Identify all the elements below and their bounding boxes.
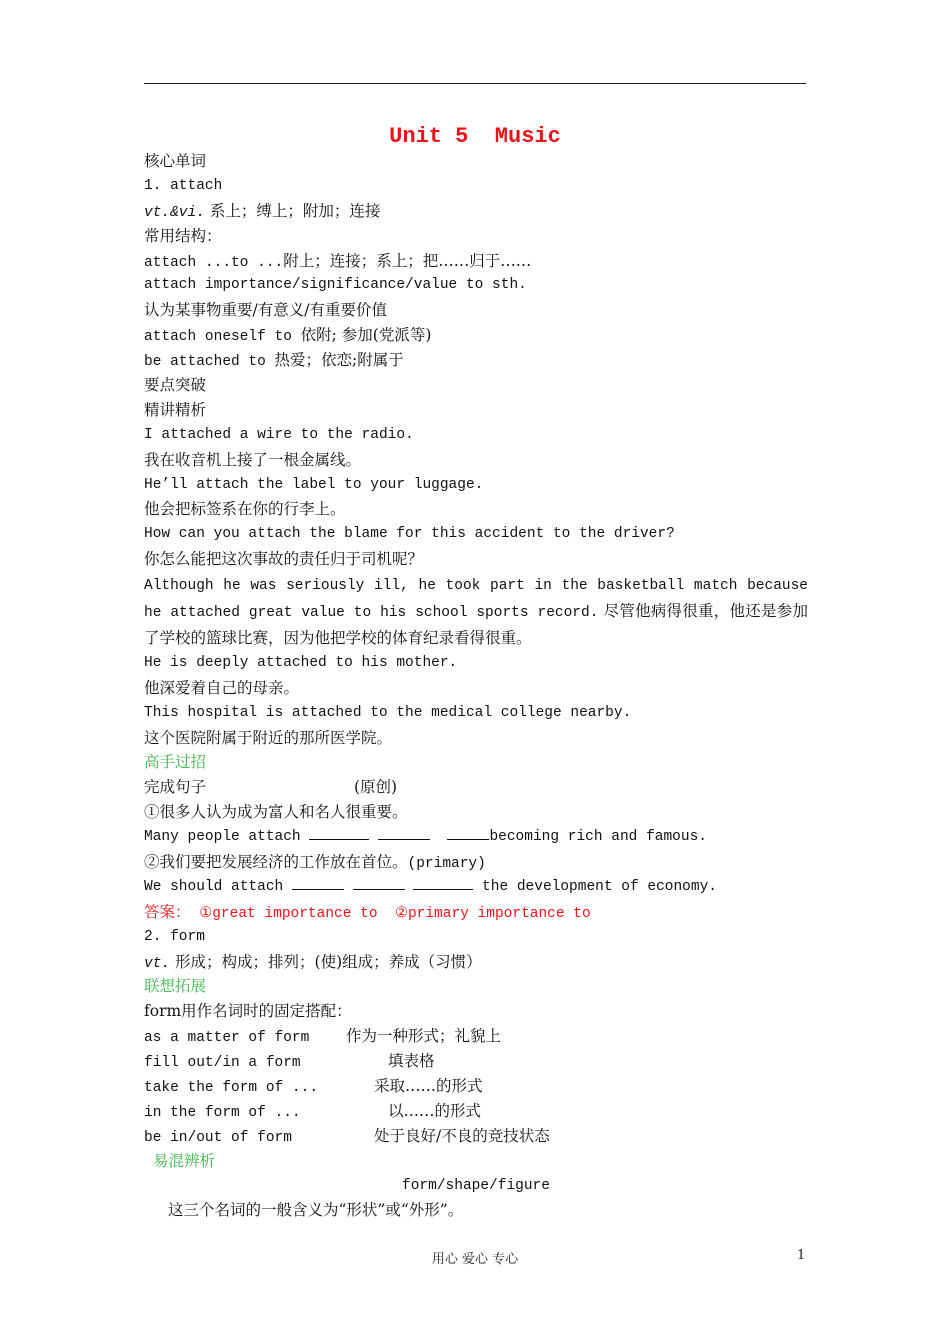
example-en: He is deeply attached to his mother. [144,654,458,671]
phrase-row [144,1099,808,1124]
word-heading: 1. attach [144,177,223,194]
question-zh-line [144,850,808,875]
phrase-en: in the form of ... [144,1104,301,1121]
phrase-row [144,1049,808,1074]
page-number: 1 [797,1248,806,1263]
answer-label: 答案： [144,902,191,921]
subheading: form用作名词时的固定搭配： [144,1002,352,1021]
exercise-title: 完成句子 [144,778,207,797]
definition: 系上；缚上；附加；连接 [204,201,381,220]
section-heading-green: 易混辨析 [153,1151,216,1170]
header-rule [144,83,806,84]
answer-blank [378,827,430,840]
section-heading: 要点突破 [144,376,207,395]
phrase-row [144,1124,808,1149]
structure-line [144,348,808,373]
answer-blank [447,827,489,840]
answer-blank [353,877,405,890]
phrase-row [144,1024,808,1049]
example-zh: 这个医院附属于附近的那所医学院。 [144,728,393,747]
structure-en: attach ...to ... [144,254,284,271]
phrase-en: take the form of ... [144,1080,319,1096]
definition-line [144,199,808,224]
part-of-speech: vt.&vi. [144,204,205,221]
structure-en: attach importance/significance/value to sth. [144,277,527,294]
example-en: This hospital is attached to the medical college nearby. [144,704,632,721]
example-zh: 他深爱着自己的母亲。 [144,678,300,697]
phrase-en: be in/out of form [144,1129,292,1146]
section-heading-green: 联想拓展 [144,977,207,996]
body-text: 这三个名词的一般含义为“形状”或“外形”。 [168,1201,464,1220]
structure-zh: 热爱；依恋;附属于 [274,351,404,370]
phrase-en: as a matter of form [144,1030,310,1047]
question-text: Many people attach [144,829,310,846]
example-en: Although he was seriously ill, he took part in the basketball match because he attached great value to his school sports record. [144,578,808,622]
structure-line [144,323,808,348]
answer-text: ①great importance to ②primary importance to [190,905,591,922]
structure-zh: 认为某事物重要/有意义/有重要价值 [144,301,387,320]
document-body [144,149,808,1223]
question-text: the development of economy. [473,878,717,895]
definition-line [144,950,808,975]
example-zh: 尽管他病得很重，他还是参加了学校的篮球比赛，因为他把学校的体育纪录看得很重。 [144,602,808,647]
exercise-source: (原创) [354,778,398,797]
question-text: becoming rich and famous. [489,829,707,846]
question-zh: ②我们要把发展经济的工作放在首位。 [144,852,408,871]
example-zh: 他会把标签系在你的行李上。 [144,500,346,519]
phrase-en: fill out/in a form [144,1055,301,1072]
structure-zh: 依附; 参加(党派等) [300,326,432,345]
structure-en: be attached to [144,354,275,371]
phrase-row [144,1074,808,1099]
example-en: I attached a wire to the radio. [144,426,414,443]
structure-line [144,249,808,274]
question-hint: (primary) [407,855,486,872]
example-en: How can you attach the blame for this accident to the driver? [144,526,675,543]
section-heading: 核心单词 [144,152,207,170]
question-zh: ①很多人认为成为富人和名人很重要。 [144,803,408,822]
part-of-speech: vt. [144,955,171,972]
comparison-terms: form/shape/figure [402,1177,550,1194]
question-text: We should attach [144,878,292,895]
structure-zh: 附上；连接；系上；把……归于…… [283,251,532,270]
phrase-zh: 填表格 [388,1052,435,1071]
question-en [144,825,808,850]
exercise-heading [144,775,808,800]
page-title: Unit 5 Music [389,124,561,149]
phrase-zh: 以……的形式 [388,1101,482,1120]
subheading: 常用结构： [144,226,222,245]
footer-slogan: 用心 爱心 专心 [431,1252,519,1267]
question-en [144,875,808,900]
example-zh: 我在收音机上接了一根金属线。 [144,450,362,469]
phrase-zh: 采取……的形式 [374,1077,483,1095]
section-heading-green: 高手过招 [144,753,207,772]
section-heading: 精讲精析 [144,400,207,419]
definition: 形成；构成；排列；(使)组成；养成（习惯） [170,952,482,971]
answer-blank [413,877,473,890]
example-zh: 你怎么能把这次事故的责任归于司机呢？ [144,550,424,569]
phrase-zh: 作为一种形式；礼貌上 [346,1027,502,1046]
word-heading: 2. form [144,928,205,945]
answer-blank [292,877,344,890]
example-paragraph [144,572,808,651]
phrase-zh: 处于良好/不良的竞技状态 [374,1126,550,1145]
example-en: He’ll attach the label to your luggage. [144,476,484,493]
structure-en: attach oneself to [144,329,301,346]
answer-line [144,900,808,925]
answer-blank [309,827,369,840]
